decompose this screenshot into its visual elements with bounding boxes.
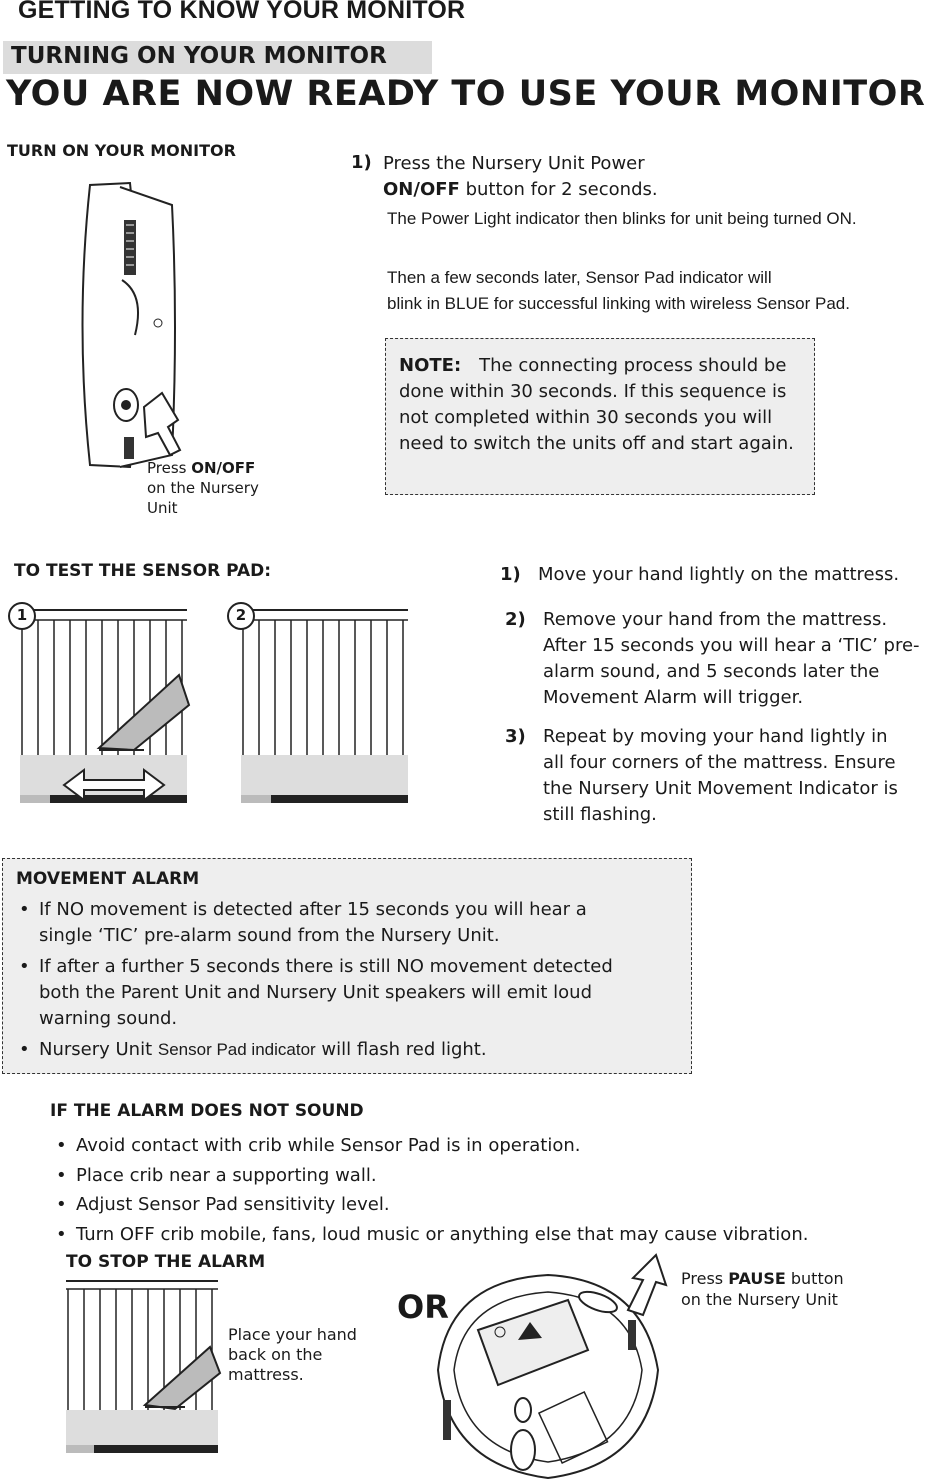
step-line: Press the Nursery Unit Power xyxy=(383,153,645,174)
movement-alarm-box xyxy=(2,858,692,1074)
power-light-text: The Power Light indicator then blinks for unit being turned ON. xyxy=(387,209,857,228)
sensor-step-1 xyxy=(500,562,937,588)
step-number: 3) xyxy=(505,726,526,747)
sensor-step-3 xyxy=(505,724,930,828)
step-number: 2) xyxy=(505,609,526,630)
section-banner xyxy=(3,41,432,74)
section-banner-title: TURNING ON YOUR MONITOR xyxy=(11,43,387,69)
caption-line: on the Nursery xyxy=(147,479,259,497)
no-sound-list xyxy=(52,1131,932,1249)
sensor-line: Then a few seconds later, Sensor Pad indicator will xyxy=(387,268,772,287)
crib-figure-1 xyxy=(4,600,194,815)
or-label: OR xyxy=(397,1288,449,1326)
figure-2-number: 2 xyxy=(235,606,247,624)
hand-caption: Place your hand back on the mattress. xyxy=(228,1325,357,1384)
list-item: • Turn OFF crib mobile, fans, loud music or anything else that may cause vibration. xyxy=(52,1220,932,1250)
nursery-unit-side-illustration xyxy=(60,175,200,475)
list-item: • Avoid contact with crib while Sensor Pad is in operation. xyxy=(52,1131,932,1161)
list-item: • Nursery Unit Sensor Pad indicator will flash red light. xyxy=(15,1037,655,1063)
document-heading: GETTING TO KNOW YOUR MONITOR xyxy=(18,0,466,24)
caption-text: Press xyxy=(147,459,192,477)
sensor-test-title: TO TEST THE SENSOR PAD: xyxy=(14,561,272,581)
stop-alarm-title: TO STOP THE ALARM xyxy=(66,1252,266,1272)
movement-alarm-title: MOVEMENT ALARM xyxy=(16,869,200,889)
note-box xyxy=(385,338,815,495)
crib-hand-figure xyxy=(60,1275,225,1460)
crib-figure-2 xyxy=(225,600,415,815)
list-item: • Adjust Sensor Pad sensitivity level. xyxy=(52,1190,932,1220)
sensor-step-2 xyxy=(505,607,930,711)
note-text: NOTE: The connecting process should be done within 30 seconds. If this sequence is not completed within 30 seconds you will need to switch the units off and start again. xyxy=(399,355,794,454)
step-number: 1) xyxy=(500,564,521,585)
caption-line: Unit xyxy=(147,499,178,517)
list-item: • If NO movement is detected after 15 seconds you will hear a single ‘TIC’ pre-alarm sound from the Nursery Unit. xyxy=(15,897,639,949)
list-item: • If after a further 5 seconds there is still NO movement detected both the Parent Unit and Nursery Unit speakers will emit loud warning sound. xyxy=(15,954,639,1032)
sensor-line: blink in BLUE for successful linking with wireless Sensor Pad. xyxy=(387,294,850,313)
main-heading: YOU ARE NOW READY TO USE YOUR MONITOR xyxy=(6,74,926,114)
step-line: ON/OFF button for 2 seconds. xyxy=(383,179,658,200)
step-text: Move your hand lightly on the mattress. xyxy=(538,564,900,585)
on-off-caption xyxy=(147,458,259,518)
no-sound-title: IF THE ALARM DOES NOT SOUND xyxy=(50,1101,364,1121)
movement-alarm-list xyxy=(15,897,655,1063)
pause-caption: Press PAUSE button on the Nursery Unit xyxy=(681,1269,844,1309)
turn-on-step xyxy=(383,151,923,203)
figure-1-number: 1 xyxy=(16,606,28,624)
turn-on-title: TURN ON YOUR MONITOR xyxy=(7,141,236,160)
caption-bold: ON/OFF xyxy=(191,459,256,477)
step-text: Remove your hand from the mattress. After 15 seconds you will hear a ‘TIC’ pre-alarm sound, and 5 seconds later the Movement Alarm will trigger. xyxy=(543,609,920,708)
sensor-link-text xyxy=(387,265,937,317)
nursery-unit-pause-illustration xyxy=(418,1250,678,1479)
list-item: • Place crib near a supporting wall. xyxy=(52,1161,932,1191)
turn-on-step-number: 1) xyxy=(351,152,372,173)
step-text: Repeat by moving your hand lightly in all four corners of the mattress. Ensure the Nursery Unit Movement Indicator is still flashing. xyxy=(543,726,898,825)
